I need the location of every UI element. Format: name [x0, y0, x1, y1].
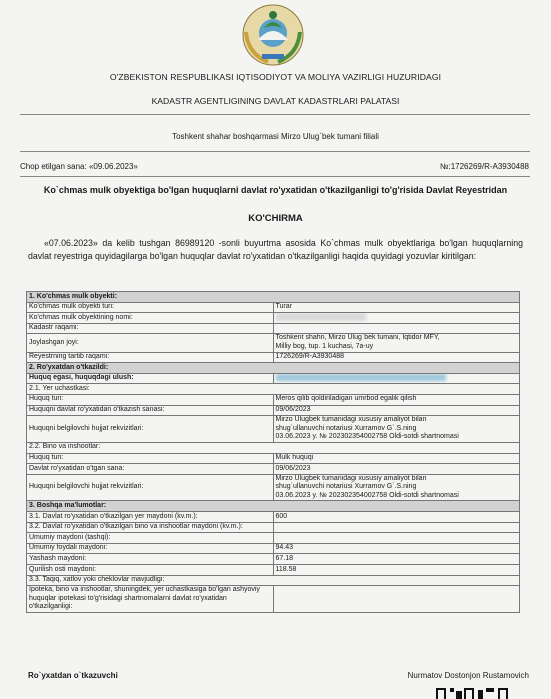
table-row — [27, 522, 520, 533]
table-row — [27, 352, 520, 363]
table-row — [27, 302, 520, 313]
divider — [20, 151, 530, 152]
row-value — [273, 334, 520, 352]
row-label: 3.1. Davlat ro'yxatidan o'tkazilgan yer maydoni (kv.m.): — [27, 512, 274, 523]
row-value: 09/06/2023 — [273, 464, 520, 475]
row-value: 94.43 — [273, 543, 520, 554]
row-value — [273, 533, 520, 544]
redacted-value — [276, 374, 446, 381]
registrar-label: Ro`yxatdan o`tkazuvchi — [28, 671, 118, 680]
row-label: Huquq turi: — [27, 394, 274, 405]
row-label: Ko'chmas mulk obyektining nomi: — [27, 313, 274, 324]
subsection-title: 3.3. Taqiq, xatlov yoki cheklovlar mavjudligi: — [27, 575, 520, 586]
row-label: Huquq egasi, huquqdagi ulush: — [27, 373, 274, 384]
ministry-heading: O'ZBEKISTON RESPUBLIKASI IQTISODIYOT VA MOLIYA VAZIRLIGI HUZURIDAGI — [109, 72, 442, 82]
intro-paragraph: «07.06.2023» da kelib tushgan 86989120 -sonli buyurtma asosida Ko`chmas mulk obyektlariga bo'lgan huquqlarning davlat reyestriga quyidagilarga bo'lgan huquqlar davlat ro'yxatidan o'tkazilganligi haqida quyidagi yozuvlar kiritilgan: — [28, 238, 523, 262]
document-line: shug`ullanuvchi notariusi Xurramov G`.S.ning — [275, 424, 417, 432]
table-row — [27, 416, 520, 443]
table-row — [27, 512, 520, 523]
document-line: 03.06.2023 y. № 202302354002758 Oldi-sotdi shartnomasi — [275, 433, 459, 441]
row-value: 09/06/2023 — [273, 405, 520, 416]
row-label: 3.2. Davlat ro'yxatidan o'tkazilgan bino va inshootlar maydoni (kv.m.): — [27, 522, 274, 533]
row-value — [273, 522, 520, 533]
subsection-row — [27, 442, 520, 453]
state-emblem-icon — [238, 2, 308, 68]
table-row — [27, 373, 520, 384]
row-label: Huquqni davlat ro'yxatidan o'tkazish sanasi: — [27, 405, 274, 416]
row-value: Turar — [273, 302, 520, 313]
section-header-row — [27, 363, 520, 374]
table-row — [27, 313, 520, 324]
row-value: Mulk huquqi — [273, 453, 520, 464]
row-value: 600 — [273, 512, 520, 523]
table-row — [27, 565, 520, 576]
row-label: Davlat ro'yxatidan o'tgan sana: — [27, 464, 274, 475]
row-label: Umumiy maydoni (tashqi): — [27, 533, 274, 544]
agency-heading: KADASTR AGENTLIGINING DAVLAT KADASTRLARI PALATASI — [151, 96, 400, 106]
row-value — [273, 416, 520, 443]
row-value — [273, 586, 520, 613]
address-line: Milliy bog, tup. 1 kuchasi, 7a-uy — [275, 342, 374, 350]
label-line: o'tkazilganligi: — [29, 603, 73, 611]
subsection-title: 2.1. Yer uchastkasi: — [27, 384, 520, 395]
section-header-row — [27, 292, 520, 303]
divider — [20, 114, 530, 115]
table-row — [27, 323, 520, 334]
row-label: Huquqni belgilovchi hujjat rekvizitlari: — [27, 416, 274, 443]
section-title: 2. Ro'yxatdan o'tkazildi: — [27, 363, 520, 374]
row-value — [273, 373, 520, 384]
row-label: Huquqni belgilovchi hujjat rekvizitlari: — [27, 474, 274, 501]
row-label: Umumiy foydali maydoni: — [27, 543, 274, 554]
row-value — [273, 323, 520, 334]
label-line: Ipoteka, bino va inshootlar, shuningdek, yer uchastkasiga bo'lgan ashyoviy — [29, 586, 260, 594]
section-title: 1. Ko'chmas mulk obyekti: — [27, 292, 520, 303]
row-label: Ko'chmas mulk obyekti turi: — [27, 302, 274, 313]
row-label: Joylashgan joyi: — [27, 334, 274, 352]
registrar-name: Nurmatov Dostonjon Rustamovich — [407, 671, 529, 680]
document-line: 03.06.2023 y. № 202302354002758 Oldi-sotdi shartnomasi — [275, 491, 459, 499]
table-row — [27, 554, 520, 565]
row-value — [273, 313, 520, 324]
subsection-row — [27, 384, 520, 395]
print-date: Chop etilgan sana: «09.06.2023» — [20, 162, 138, 171]
table-row — [27, 543, 520, 554]
table-row — [27, 474, 520, 501]
subsection-row — [27, 575, 520, 586]
document-title: Ko`chmas mulk obyektiga bo'lgan huquqlarni davlat ro'yxatidan o'tkazilganligi to'g'risida Davlat Reyestridan — [43, 185, 508, 195]
table-row — [27, 453, 520, 464]
row-value — [273, 474, 520, 501]
qr-code-icon — [436, 688, 516, 699]
table-row — [27, 533, 520, 544]
table-row — [27, 405, 520, 416]
row-label — [27, 586, 274, 613]
document-line: Mirzo Ulugbek tumanidagi xususiy amaliyot bilan — [275, 474, 427, 482]
registry-table — [26, 291, 520, 613]
table-row — [27, 394, 520, 405]
table-row — [27, 464, 520, 475]
row-label: Kadastr raqami: — [27, 323, 274, 334]
row-label: Yashash maydoni: — [27, 554, 274, 565]
registry-number: №:1726269/R-A3930488 — [439, 162, 529, 171]
row-value: 118.58 — [273, 565, 520, 576]
table-row — [27, 334, 520, 352]
row-label: Reyestrning tartib raqami: — [27, 352, 274, 363]
section-title: 3. Boshqa ma'lumotlar: — [27, 501, 520, 512]
document-subtitle: KO'CHIRMA — [248, 213, 303, 224]
branch-name: Toshkent shahar boshqarmasi Mirzo Ulug`bek tumani filiali — [172, 132, 379, 141]
subsection-title: 2.2. Bino va inshootlar: — [27, 442, 520, 453]
row-label: Qurilish osti maydoni: — [27, 565, 274, 576]
row-value: 67.18 — [273, 554, 520, 565]
row-value: 1726269/R-A3930488 — [273, 352, 520, 363]
document-line: Mirzo Ulugbek tumanidagi xususiy amaliyot bilan — [275, 416, 427, 424]
section-header-row — [27, 501, 520, 512]
redacted-value — [276, 313, 366, 321]
divider — [20, 176, 530, 177]
address-line: Toshkent shahri, Mirzo Ulug`bek tumani, Iqtidor MFY, — [275, 334, 440, 342]
table-row — [27, 586, 520, 613]
document-line: shug`ullanuvchi notariusi Xurramov G`.S.ning — [275, 483, 417, 491]
row-value: Meros qilib qoldiriladigan umrbod egalik qilish — [273, 394, 520, 405]
label-line: huquqlar ipotekasi to'g'risidagi shartnomalarni davlat ro'yxatidan — [29, 594, 227, 602]
row-label: Huquq turi: — [27, 453, 274, 464]
